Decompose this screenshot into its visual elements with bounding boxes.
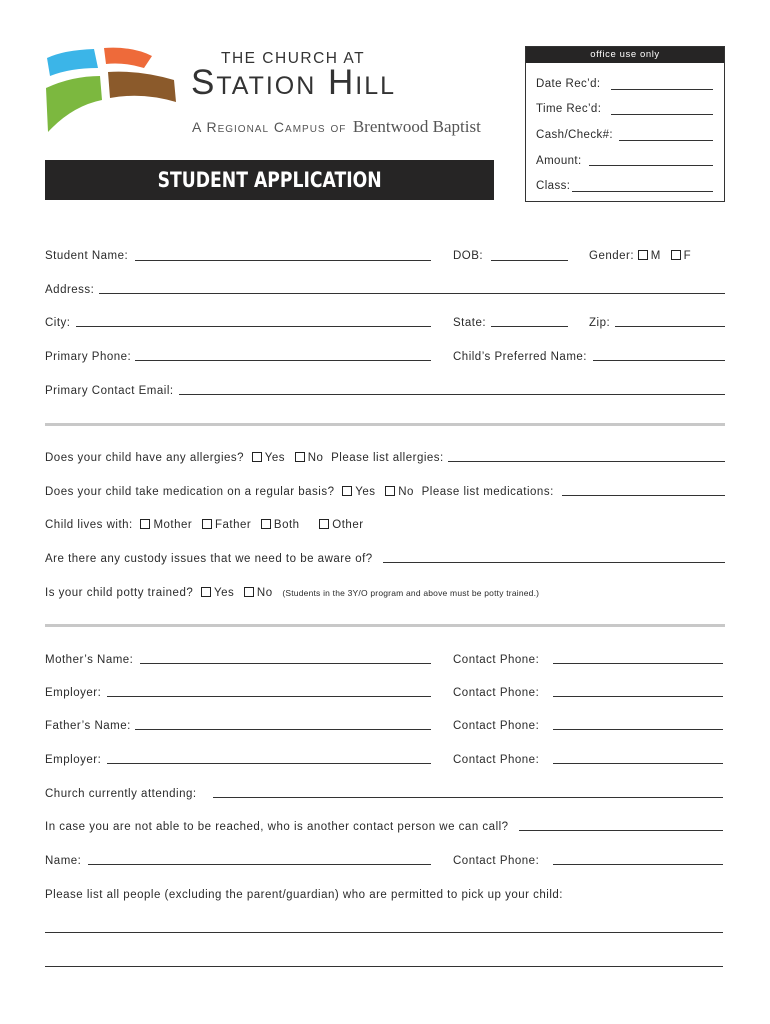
custody-field[interactable] xyxy=(383,562,725,563)
state-label: State: xyxy=(453,317,487,329)
amount-field[interactable] xyxy=(589,165,713,166)
lives-mother-label: Mother xyxy=(153,519,193,531)
medication-question: Does your child take medication on a regular basis? xyxy=(45,486,335,498)
potty-no-checkbox[interactable] xyxy=(244,587,254,597)
city-label: City: xyxy=(45,317,71,329)
lives-other-checkbox[interactable] xyxy=(319,519,329,529)
potty-yes-label: Yes xyxy=(213,587,235,599)
mother-employer-phone-label: Contact Phone: xyxy=(453,687,540,699)
other-contact-name-label: Name: xyxy=(45,855,82,867)
student-name-label: Student Name: xyxy=(45,250,129,262)
cash-check-label: Cash/Check#: xyxy=(536,129,614,141)
header-top-line: THE CHURCH AT xyxy=(221,50,366,67)
other-contact-name-field[interactable] xyxy=(88,864,431,865)
preferred-name-label: Child’s Preferred Name: xyxy=(453,351,588,363)
pickup-list-label: Please list all people (excluding the parent/guardian) who are permitted to pick up your child: xyxy=(45,889,563,901)
mother-employer-label: Employer: xyxy=(45,687,102,699)
city-field[interactable] xyxy=(76,326,431,327)
lives-with-row xyxy=(45,519,364,531)
mother-employer-phone-field[interactable] xyxy=(553,696,723,697)
gender-f-label: F xyxy=(683,250,692,262)
church-attending-label: Church currently attending: xyxy=(45,788,197,800)
dob-field[interactable] xyxy=(491,260,568,261)
mother-employer-field[interactable] xyxy=(107,696,431,697)
brentwood-baptist-brand: Brentwood Baptist xyxy=(352,117,481,136)
other-contact-phone-field[interactable] xyxy=(553,864,723,865)
cash-check-field[interactable] xyxy=(619,140,713,141)
section-divider-2 xyxy=(45,624,725,627)
date-received-field[interactable] xyxy=(611,89,713,90)
regional-campus-line xyxy=(192,117,481,137)
medication-no-label: No xyxy=(398,486,414,498)
potty-note: (Students in the 3Y/O program and above must be potty trained.) xyxy=(282,588,540,598)
gender-f-checkbox[interactable] xyxy=(671,250,681,260)
section-divider-1 xyxy=(45,423,725,426)
medication-yes-checkbox[interactable] xyxy=(342,486,352,496)
medication-row xyxy=(45,486,554,498)
lives-mother-checkbox[interactable] xyxy=(140,519,150,529)
custody-question: Are there any custody issues that we need to be aware of? xyxy=(45,553,373,565)
class-label: Class: xyxy=(536,180,571,192)
lives-father-label: Father xyxy=(214,519,252,531)
mother-name-field[interactable] xyxy=(140,663,431,664)
allergies-no-label: No xyxy=(307,452,324,464)
allergies-question: Does your child have any allergies? xyxy=(45,452,245,464)
medication-field[interactable] xyxy=(562,495,725,496)
church-name-title: Station Hill xyxy=(191,63,397,102)
father-name-field[interactable] xyxy=(135,729,431,730)
time-received-label: Time Rec’d: xyxy=(536,103,602,115)
other-contact-phone-label: Contact Phone: xyxy=(453,855,540,867)
lives-other-label: Other xyxy=(332,519,364,531)
pickup-list-line-1[interactable] xyxy=(45,932,723,933)
preferred-name-field[interactable] xyxy=(593,360,725,361)
allergies-yes-label: Yes xyxy=(264,452,286,464)
father-employer-phone-field[interactable] xyxy=(553,763,723,764)
regional-campus-prefix: A Regional Campus of xyxy=(192,119,347,135)
allergies-row xyxy=(45,452,444,464)
church-logo-icon xyxy=(44,46,179,134)
office-use-box xyxy=(525,46,725,202)
address-label: Address: xyxy=(45,284,95,296)
office-use-title: office use only xyxy=(590,49,660,60)
medication-yes-label: Yes xyxy=(355,486,376,498)
primary-phone-label: Primary Phone: xyxy=(45,351,132,363)
allergies-yes-checkbox[interactable] xyxy=(252,452,262,462)
gender-group xyxy=(589,250,691,262)
potty-no-label: No xyxy=(256,587,273,599)
other-contact-field[interactable] xyxy=(519,830,723,831)
allergies-field[interactable] xyxy=(448,461,725,462)
zip-field[interactable] xyxy=(615,326,725,327)
class-field[interactable] xyxy=(572,191,713,192)
father-phone-field[interactable] xyxy=(553,729,723,730)
zip-label: Zip: xyxy=(589,317,611,329)
mother-name-label: Mother’s Name: xyxy=(45,654,134,666)
gender-label: Gender: xyxy=(589,250,635,262)
gender-m-label: M xyxy=(650,250,661,262)
form-title: STUDENT APPLICATION xyxy=(157,168,382,192)
father-employer-field[interactable] xyxy=(107,763,431,764)
time-received-field[interactable] xyxy=(611,114,713,115)
lives-with-label: Child lives with: xyxy=(45,519,133,531)
medication-no-checkbox[interactable] xyxy=(385,486,395,496)
amount-label: Amount: xyxy=(536,155,582,167)
state-field[interactable] xyxy=(491,326,568,327)
lives-both-checkbox[interactable] xyxy=(261,519,271,529)
potty-question: Is your child potty trained? xyxy=(45,587,194,599)
lives-both-label: Both xyxy=(273,519,300,531)
address-field[interactable] xyxy=(99,293,725,294)
mother-phone-label: Contact Phone: xyxy=(453,654,540,666)
allergies-no-checkbox[interactable] xyxy=(295,452,305,462)
other-contact-question: In case you are not able to be reached, who is another contact person we can call? xyxy=(45,821,509,833)
father-name-label: Father’s Name: xyxy=(45,720,131,732)
allergies-list-label: Please list allergies: xyxy=(331,452,444,464)
father-phone-label: Contact Phone: xyxy=(453,720,540,732)
student-name-field[interactable] xyxy=(135,260,431,261)
father-employer-phone-label: Contact Phone: xyxy=(453,754,540,766)
dob-label: DOB: xyxy=(453,250,484,262)
primary-phone-field[interactable] xyxy=(135,360,431,361)
office-use-title-bar xyxy=(526,47,724,63)
gender-m-checkbox[interactable] xyxy=(638,250,648,260)
date-received-label: Date Rec’d: xyxy=(536,78,601,90)
potty-yes-checkbox[interactable] xyxy=(201,587,211,597)
primary-email-label: Primary Contact Email: xyxy=(45,385,174,397)
church-attending-field[interactable] xyxy=(213,797,723,798)
form-title-bar xyxy=(45,160,494,200)
potty-row xyxy=(45,587,539,599)
lives-father-checkbox[interactable] xyxy=(202,519,212,529)
primary-email-field[interactable] xyxy=(179,394,725,395)
pickup-list-line-2[interactable] xyxy=(45,966,723,967)
mother-phone-field[interactable] xyxy=(553,663,723,664)
father-employer-label: Employer: xyxy=(45,754,102,766)
medication-list-label: Please list medications: xyxy=(421,486,554,498)
